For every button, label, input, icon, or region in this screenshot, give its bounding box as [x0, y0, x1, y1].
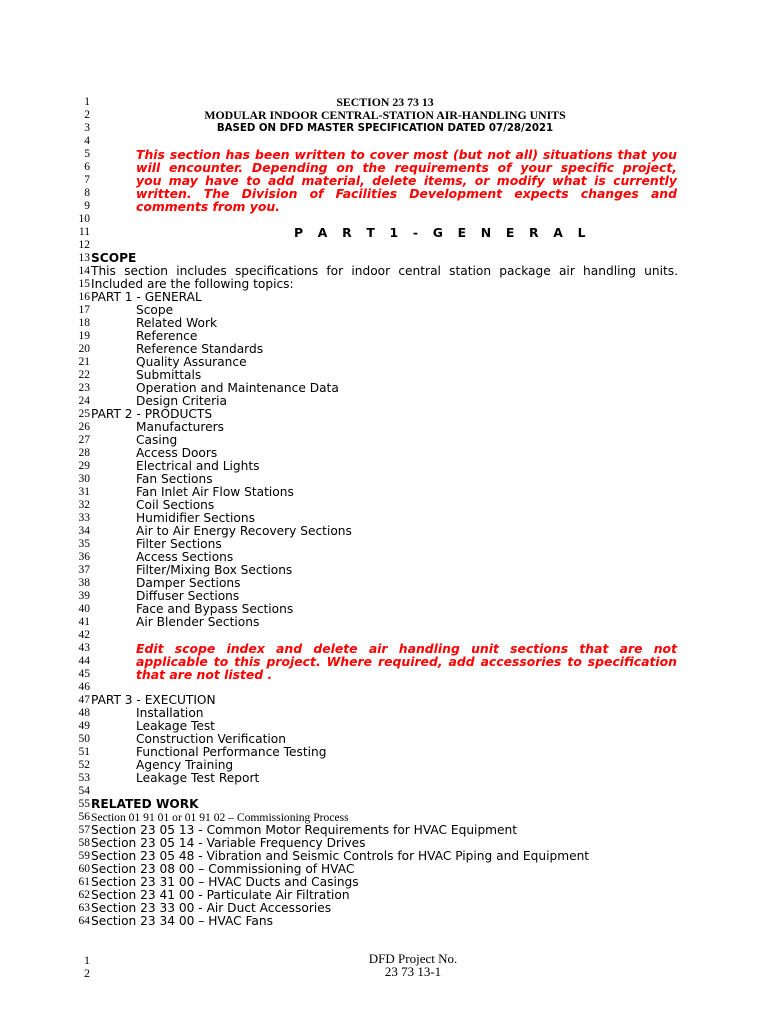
line-8 [0, 187, 770, 200]
line-number: 63 [78, 902, 90, 914]
line-number: 26 [78, 421, 90, 433]
line-number: 64 [78, 915, 90, 927]
line-number: 32 [78, 499, 90, 511]
part1-label: PART 1 - GENERAL [91, 290, 202, 304]
line-45 [0, 668, 770, 681]
line-17 [0, 304, 770, 317]
related-work-item: Section 23 31 00 – HVAC Ducts and Casings [91, 875, 359, 889]
line-number: 35 [78, 538, 90, 550]
part1-heading: P A R T 1 - G E N E R A L [294, 225, 591, 240]
line-48 [0, 707, 770, 720]
list-item: Humidifier Sections [136, 511, 255, 525]
related-work-item: Section 23 41 00 - Particulate Air Filtration [91, 888, 350, 902]
line-31 [0, 486, 770, 499]
line-64 [0, 915, 770, 928]
list-item: Submittals [136, 368, 202, 382]
line-28 [0, 447, 770, 460]
line-22 [0, 369, 770, 382]
line-25 [0, 408, 770, 421]
footer-line-number: 2 [84, 966, 90, 980]
line-number: 9 [84, 200, 90, 212]
line-number: 34 [78, 525, 90, 537]
list-item: Diffuser Sections [136, 589, 240, 603]
line-52 [0, 759, 770, 772]
notice-text: This section has been written to cover most (but not all) situations that you [136, 147, 677, 162]
line-33 [0, 512, 770, 525]
list-item: Scope [136, 303, 174, 317]
line-50 [0, 733, 770, 746]
line-2 [0, 109, 770, 122]
line-47 [0, 694, 770, 707]
line-number: 39 [78, 590, 90, 602]
related-work-item: Section 01 91 01 or 01 91 02 – Commissioning Process [91, 811, 349, 824]
list-item: Damper Sections [136, 576, 241, 590]
line-number: 57 [78, 824, 90, 836]
line-number: 20 [78, 343, 90, 355]
line-number: 13 [78, 252, 90, 264]
line-41 [0, 616, 770, 629]
line-number: 54 [78, 785, 90, 797]
list-item: Face and Bypass Sections [136, 602, 294, 616]
edit-note: applicable to this project. Where required, add accessories to specification [136, 654, 677, 669]
list-item: Fan Sections [136, 472, 213, 486]
list-item: Installation [136, 706, 204, 720]
line-number: 56 [78, 811, 90, 823]
line-9 [0, 200, 770, 213]
list-item: Leakage Test Report [136, 771, 260, 785]
line-38 [0, 577, 770, 590]
line-number: 36 [78, 551, 90, 563]
line-number: 14 [78, 265, 90, 277]
line-number: 7 [84, 174, 90, 186]
line-number: 43 [78, 642, 90, 654]
line-18 [0, 317, 770, 330]
line-number: 29 [78, 460, 90, 472]
section-title: MODULAR INDOOR CENTRAL-STATION AIR-HANDLING UNITS [204, 108, 566, 122]
list-item: Coil Sections [136, 498, 215, 512]
line-number: 44 [78, 655, 90, 667]
list-item: Reference Standards [136, 342, 264, 356]
scope-heading: SCOPE [91, 251, 137, 265]
scope-intro: This section includes specifications for indoor central station package air handling units. [91, 264, 678, 278]
line-number: 55 [78, 798, 90, 810]
line-number: 62 [78, 889, 90, 901]
scope-intro: Included are the following topics: [91, 277, 294, 291]
line-number: 61 [78, 876, 90, 888]
list-item: Design Criteria [136, 394, 228, 408]
line-number: 58 [78, 837, 90, 849]
line-number: 23 [78, 382, 90, 394]
line-30 [0, 473, 770, 486]
list-item: Casing [136, 433, 178, 447]
related-work-item: Section 23 05 14 - Variable Frequency Drives [91, 836, 366, 850]
list-item: Filter/Mixing Box Sections [136, 563, 293, 577]
based-on-note: BASED ON DFD MASTER SPECIFICATION DATED 07/28/2021 [216, 123, 554, 134]
part3-label: PART 3 - EXECUTION [91, 693, 216, 707]
list-item: Electrical and Lights [136, 459, 260, 473]
line-35 [0, 538, 770, 551]
line-27 [0, 434, 770, 447]
line-51 [0, 746, 770, 759]
line-number: 18 [78, 317, 90, 329]
line-number: 5 [84, 148, 90, 160]
line-number: 10 [78, 213, 90, 225]
line-21 [0, 356, 770, 369]
line-number: 12 [78, 239, 90, 251]
related-work-item: Section 23 34 00 – HVAC Fans [91, 914, 273, 928]
line-number: 59 [78, 850, 90, 862]
list-item: Quality Assurance [136, 355, 247, 369]
line-37 [0, 564, 770, 577]
line-20 [0, 343, 770, 356]
related-work-item: Section 23 05 48 - Vibration and Seismic Controls for HVAC Piping and Equipment [91, 849, 590, 863]
edit-note: Edit scope index and delete air handling unit sections that are not [136, 641, 677, 656]
line-40 [0, 603, 770, 616]
line-number: 15 [78, 278, 90, 290]
list-item: Reference [136, 329, 198, 343]
line-number: 41 [78, 616, 90, 628]
line-44 [0, 655, 770, 668]
footer-page-number: 23 73 13-1 [384, 964, 442, 979]
notice-text: comments from you. [136, 199, 280, 214]
list-item: Fan Inlet Air Flow Stations [136, 485, 294, 499]
notice-text: you may have to add material, delete items, or modify what is currently [136, 173, 677, 188]
notice-text: written. The Division of Facilities Development expects changes and [136, 186, 677, 201]
line-number: 22 [78, 369, 90, 381]
line-number: 48 [78, 707, 90, 719]
list-item: Air Blender Sections [136, 615, 260, 629]
line-36 [0, 551, 770, 564]
line-number: 1 [84, 96, 90, 108]
list-item: Access Doors [136, 446, 218, 460]
line-32 [0, 499, 770, 512]
line-number: 16 [78, 291, 90, 303]
line-number: 21 [78, 356, 90, 368]
line-number: 6 [84, 161, 90, 173]
line-49 [0, 720, 770, 733]
line-number: 19 [78, 330, 90, 342]
line-number: 53 [78, 772, 90, 784]
edit-note: that are not listed . [136, 667, 273, 682]
notice-text: will encounter. Depending on the requirements of your specific project, [136, 160, 677, 175]
list-item: Agency Training [136, 758, 234, 772]
footer-line-number: 1 [84, 953, 90, 967]
line-16 [0, 291, 770, 304]
footer-project-label: DFD Project No. [368, 951, 458, 966]
line-number: 2 [84, 109, 90, 121]
line-23 [0, 382, 770, 395]
line-number: 30 [78, 473, 90, 485]
line-number: 31 [78, 486, 90, 498]
line-number: 37 [78, 564, 90, 576]
line-number: 45 [78, 668, 90, 680]
line-26 [0, 421, 770, 434]
related-work-heading: RELATED WORK [91, 797, 199, 811]
line-53 [0, 772, 770, 785]
section-number: SECTION 23 73 13 [336, 95, 434, 109]
line-number: 50 [78, 733, 90, 745]
line-11 [0, 226, 770, 239]
list-item: Construction Verification [136, 732, 286, 746]
line-number: 25 [78, 408, 90, 420]
line-19 [0, 330, 770, 343]
list-item: Air to Air Energy Recovery Sections [136, 524, 352, 538]
line-number: 8 [84, 187, 90, 199]
list-item: Related Work [136, 316, 218, 330]
line-number: 4 [84, 135, 90, 147]
line-number: 28 [78, 447, 90, 459]
list-item: Leakage Test [136, 719, 215, 733]
line-number: 11 [78, 226, 90, 238]
line-number: 51 [78, 746, 90, 758]
line-55 [0, 798, 770, 811]
line-39 [0, 590, 770, 603]
list-item: Functional Performance Testing [136, 745, 327, 759]
line-number: 27 [78, 434, 90, 446]
related-work-item: Section 23 08 00 – Commissioning of HVAC [91, 862, 355, 876]
line-number: 38 [78, 577, 90, 589]
line-number: 17 [78, 304, 90, 316]
line-number: 24 [78, 395, 90, 407]
list-item: Filter Sections [136, 537, 222, 551]
list-item: Manufacturers [136, 420, 224, 434]
line-number: 49 [78, 720, 90, 732]
line-34 [0, 525, 770, 538]
related-work-item: Section 23 33 00 - Air Duct Accessories [91, 901, 332, 915]
line-number: 60 [78, 863, 90, 875]
line-number: 52 [78, 759, 90, 771]
list-item: Access Sections [136, 550, 234, 564]
line-number: 40 [78, 603, 90, 615]
related-work-item: Section 23 05 13 - Common Motor Requirements for HVAC Equipment [91, 823, 518, 837]
line-number: 47 [78, 694, 90, 706]
line-number: 33 [78, 512, 90, 524]
line-29 [0, 460, 770, 473]
line-3 [0, 122, 770, 135]
list-item: Operation and Maintenance Data [136, 381, 339, 395]
line-number: 46 [78, 681, 90, 693]
part2-label: PART 2 - PRODUCTS [91, 407, 213, 421]
line-number: 3 [84, 122, 90, 134]
line-number: 42 [78, 629, 90, 641]
